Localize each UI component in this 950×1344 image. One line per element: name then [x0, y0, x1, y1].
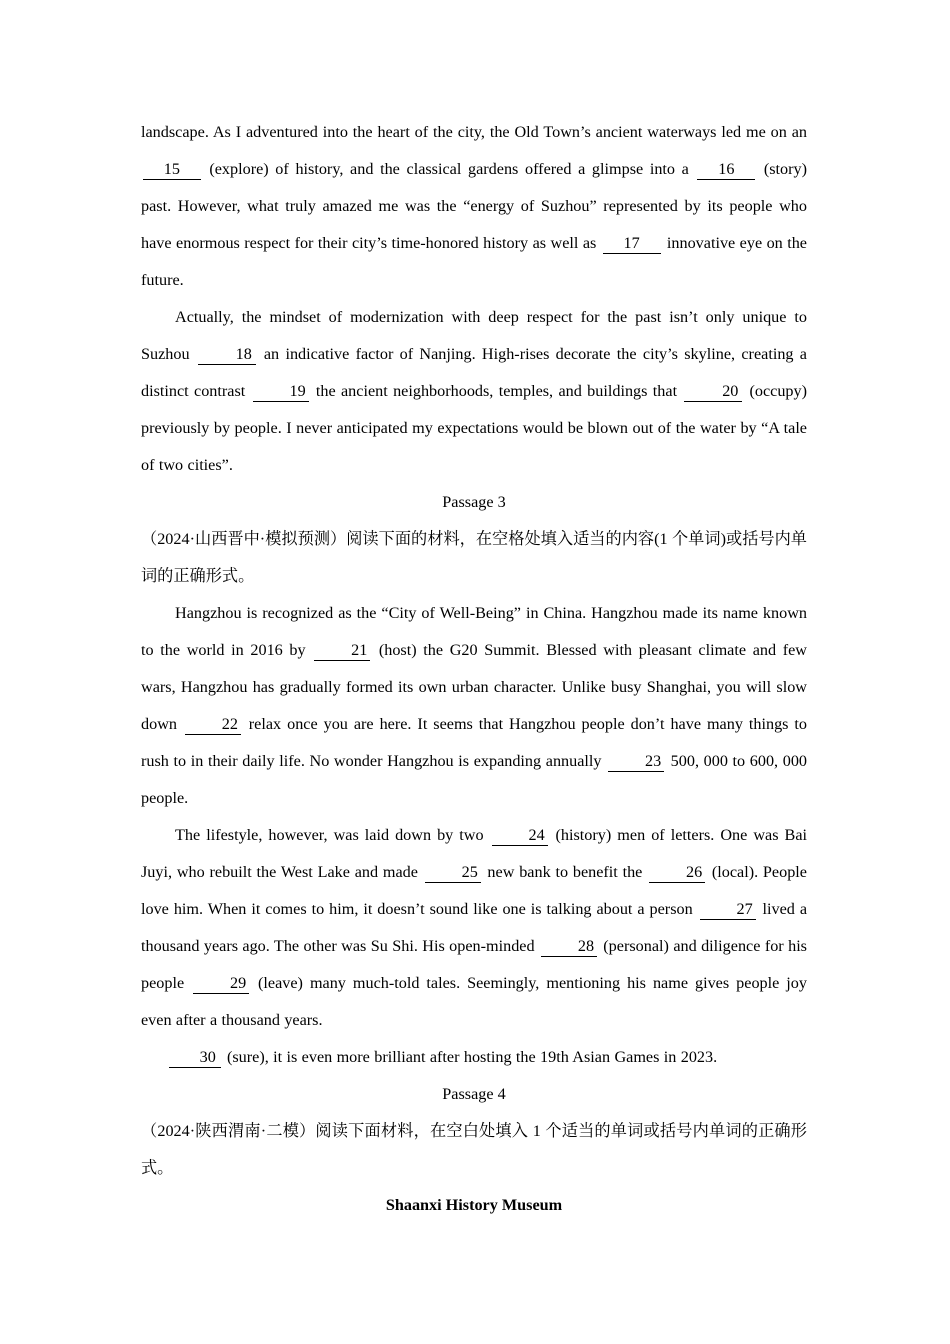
paragraph-text-segment: (sure), it is even more brilliant after hosting the 19th Asian Games in 2023. — [222, 1048, 718, 1066]
answer-blank-16[interactable]: 16 — [697, 161, 755, 180]
paragraph-text-segment: innovative eye on the future. — [141, 234, 807, 289]
answer-blank-20[interactable]: 20 — [684, 383, 742, 402]
passage4-article-title: Shaanxi History Museum — [385, 1196, 563, 1214]
answer-blank-25[interactable]: 25 — [425, 864, 481, 883]
answer-blank-27[interactable]: 27 — [700, 901, 756, 920]
paragraph-text-segment: 500, 000 to 600, 000 people. — [141, 752, 808, 807]
answer-blank-21[interactable]: 21 — [314, 642, 370, 661]
paragraph-text-segment: (story) past. However, what truly amazed me was the “energy of Suzhou” represented by its people who have enormous respect for their city’s time-honored history as well as — [141, 160, 807, 252]
paragraph-text-segment: (personal) and diligence for his people — [141, 937, 807, 992]
paragraph-text-segment: (occupy) previously by people. I never anticipated my expectations would be blown out of the water by “A tale of two cities”. — [141, 382, 808, 474]
paragraph-text-segment: The lifestyle, however, was laid down by two — [175, 826, 490, 844]
passage3-paragraph-3 — [141, 1039, 807, 1076]
passage3-paragraph-1 — [141, 595, 807, 817]
paragraph-text-segment: (local). People love him. When it comes to him, it doesn’t sound like one is talking about a person — [141, 863, 807, 918]
paragraph-text-segment: relax once you are here. It seems that Hangzhou people don’t have many things to rush to in their daily life. No wonder Hangzhou is expanding annually — [141, 715, 808, 770]
paragraph-text-segment: landscape. As I adventured into the heart of the city, the Old Town’s ancient waterways led me on an — [141, 123, 807, 141]
answer-blank-23[interactable]: 23 — [608, 753, 664, 772]
paragraph-text-segment: (host) the G20 Summit. Blessed with pleasant climate and few wars, Hangzhou has gradually formed its own urban character. Unlike busy Shanghai, you will slow down — [141, 641, 807, 733]
answer-blank-15[interactable]: 15 — [143, 161, 201, 180]
paragraph-text-segment: lived a thousand years ago. The other was Su Shi. His open-minded — [141, 900, 807, 955]
passage3-source-instruction: （2024·山西晋中·模拟预测）阅读下面的材料，在空格处填入适当的内容(1 个单词)或括号内单词的正确形式。 — [141, 530, 807, 585]
answer-blank-19[interactable]: 19 — [253, 383, 309, 402]
paragraph-text-segment: the ancient neighborhoods, temples, and buildings that — [310, 382, 683, 400]
passage4-heading: Passage 4 — [442, 1085, 506, 1103]
passage4-source-instruction: （2024·陕西渭南·二模）阅读下面材料，在空白处填入 1 个适当的单词或括号内单词的正确形式。 — [141, 1122, 807, 1177]
passage3-heading: Passage 3 — [442, 493, 506, 511]
passage2-paragraph-1 — [141, 114, 807, 299]
answer-blank-29[interactable]: 29 — [193, 975, 249, 994]
paragraph-text-segment: new bank to benefit the — [482, 863, 648, 881]
paragraph-text-segment: (history) men of letters. One was Bai Juyi, who rebuilt the West Lake and made — [141, 826, 808, 881]
paragraph-text-segment: Hangzhou is recognized as the “City of Well-Being” in China. Hangzhou made its name known to the world in 2016 by — [141, 604, 807, 659]
passage3-paragraph-2 — [141, 817, 807, 1039]
paragraph-text-segment: (leave) many much-told tales. Seemingly, mentioning his name gives people joy even after a thousand years. — [141, 974, 807, 1029]
answer-blank-17[interactable]: 17 — [603, 235, 661, 254]
answer-blank-26[interactable]: 26 — [649, 864, 705, 883]
answer-blank-28[interactable]: 28 — [541, 938, 597, 957]
answer-blank-18[interactable]: 18 — [198, 346, 256, 365]
passage2-paragraph-2 — [141, 299, 807, 484]
answer-blank-22[interactable]: 22 — [185, 716, 241, 735]
paragraph-text-segment: Actually, the mindset of modernization with deep respect for the past isn’t only unique to Suzhou — [141, 308, 807, 363]
paragraph-text-segment: (explore) of history, and the classical gardens offered a glimpse into a — [202, 160, 696, 178]
paragraph-text-segment: an indicative factor of Nanjing. High-rises decorate the city’s skyline, creating a distinct contrast — [141, 345, 807, 400]
answer-blank-24[interactable]: 24 — [492, 827, 548, 846]
answer-blank-30[interactable]: 30 — [169, 1049, 221, 1068]
